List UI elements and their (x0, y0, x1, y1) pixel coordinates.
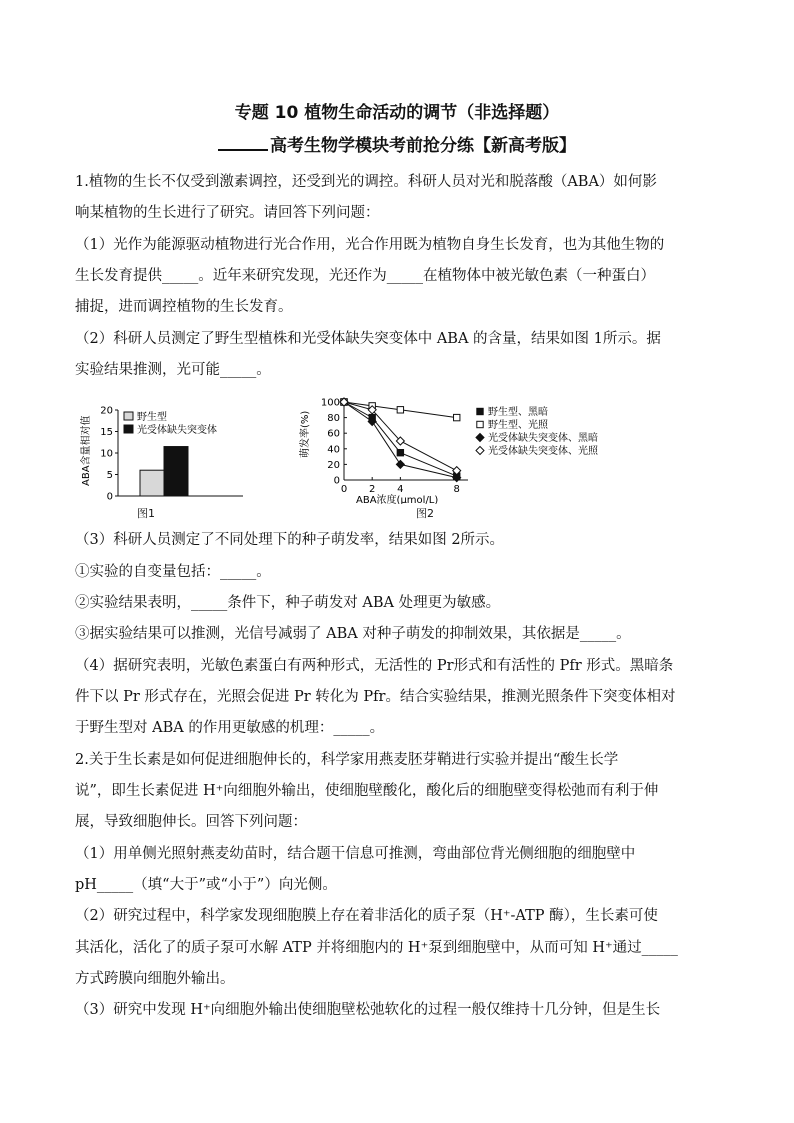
fig2-y-tick-label: 0 (333, 475, 340, 487)
fig2-legend-marker (476, 434, 484, 442)
fig2-data-point (397, 450, 403, 456)
fig2-legend-label: 光受体缺失突变体、光照 (488, 446, 598, 457)
fig2-y-tick-label: 60 (327, 428, 340, 440)
figure-2-line-chart (296, 392, 670, 504)
figure-1-bar-chart (76, 398, 256, 504)
text-line: （3）科研人员测定了不同处理下的种子萌发率，结果如图 2所示。 (75, 532, 505, 548)
text-line: （2）科研人员测定了野生型植株和光受体缺失突变体中 ABA 的含量，结果如图 1所示。据 (75, 331, 661, 347)
page-subtitle (0, 131, 794, 156)
fig1-ylabel: ABA含量相对值 (81, 415, 92, 486)
text-line: ③据实验结果可以推测，光信号减弱了 ABA 对种子萌发的抑制效果，其依据是_____。 (75, 626, 631, 642)
text-line: 方式跨膜向细胞外输出。 (75, 971, 235, 987)
text-line: 捕捉，进而调控植物的生长发育。 (75, 299, 293, 315)
text-line: （3）研究中发现 H⁺向细胞外输出使细胞壁松弛软化的过程一般仅维持十几分钟，但是生长 (75, 1002, 661, 1018)
fig2-y-tick-label: 100 (320, 397, 340, 409)
fig1-legend-swatch (124, 412, 133, 420)
text-line: 展，导致细胞伸长。回答下列问题： (75, 814, 307, 830)
fig2-data-point (454, 414, 460, 420)
text-line: 1.植物的生长不仅受到激素调控，还受到光的调控。科研人员对光和脱落酸（ABA）如何影 (75, 174, 657, 190)
figure-2-caption: 图2 (416, 507, 434, 520)
text-line: 其活化，活化了的质子泵可水解 ATP 并将细胞内的 H⁺泵到细胞壁中，从而可知 H⁺通过_____ (75, 940, 678, 956)
fig2-legend-marker (477, 421, 483, 427)
fig2-x-tick-label: 4 (397, 484, 404, 495)
fig2-legend-label: 野生型、光照 (488, 420, 548, 431)
fig1-y-tick-label: 20 (100, 405, 113, 417)
fig2-y-tick-label: 40 (327, 444, 340, 456)
text-line: （1）光作为能源驱动植物进行光合作用，光合作用既为植物自身生长发育，也为其他生物的 (75, 237, 665, 253)
text-line: pH_____（填“大于”或“小于”）向光侧。 (75, 877, 337, 893)
text-line: （2）研究过程中，科学家发现细胞膜上存在着非活化的质子泵（H⁺-ATP 酶），生长素可使 (75, 908, 658, 924)
subtitle-underline (218, 137, 268, 151)
fig1-y-tick-label: 5 (106, 470, 113, 481)
fig2-y-tick-label: 20 (327, 459, 340, 471)
text-line: 件下以 Pr 形式存在，光照会促进 Pr 转化为 Pfr。结合实验结果，推测光照条件下突变体相对 (75, 689, 676, 705)
fig2-legend-marker (476, 447, 484, 455)
text-line: ②实验结果表明，_____条件下，种子萌发对 ABA 处理更为敏感。 (75, 595, 501, 611)
fig2-xlabel: ABA浓度(μmol/L) (356, 495, 439, 504)
fig2-y-tick-label: 80 (327, 413, 340, 425)
text-line: 实验结果推测，光可能_____。 (75, 362, 271, 378)
text-line: 于野生型对 ABA 的作用更敏感的机理：_____。 (75, 720, 385, 736)
fig1-legend-label: 野生型 (137, 412, 167, 423)
fig1-y-tick-label: 10 (100, 448, 113, 460)
text-line: （4）据研究表明，光敏色素蛋白有两种形式，无活性的 Pr形式和有活性的 Pfr 形式。黑暗条 (75, 658, 674, 674)
text-line: （1）用单侧光照射燕麦幼苗时，结合题干信息可推测，弯曲部位背光侧细胞的细胞壁中 (75, 846, 636, 862)
fig2-ylabel: 萌发率(%) (300, 410, 311, 458)
text-line: ①实验的自变量包括：_____。 (75, 564, 271, 580)
fig2-legend-label: 野生型、黑暗 (488, 407, 548, 418)
fig1-y-tick-label: 15 (100, 427, 113, 438)
fig2-x-tick-label: 8 (453, 484, 460, 495)
fig1-bar (140, 470, 164, 496)
fig2-legend-label: 光受体缺失突变体、黑暗 (488, 433, 598, 444)
figure-1-caption: 图1 (137, 507, 155, 520)
fig2-legend-marker (477, 408, 483, 414)
text-line: 2.关于生长素是如何促进细胞伸长的，科学家用燕麦胚芽鞘进行实验并提出“酸生长学 (75, 752, 619, 768)
fig1-bar (164, 447, 188, 496)
fig2-x-tick-label: 2 (368, 484, 376, 495)
fig1-legend-label: 光受体缺失突变体 (137, 425, 217, 436)
fig1-y-tick-label: 0 (106, 491, 113, 503)
text-line: 响某植物的生长进行了研究。请回答下列问题： (75, 205, 380, 221)
fig1-legend-swatch (124, 425, 133, 433)
fig2-data-point (397, 407, 403, 413)
page-title: 专题 10 植物生命活动的调节（非选择题） (234, 103, 560, 123)
text-line: 说”，即生长素促进 H⁺向细胞外输出，使细胞壁酸化，酸化后的细胞壁变得松弛而有利于伸 (75, 783, 659, 799)
subtitle-text: 高考生物学模块考前抢分练【新高考版】 (270, 136, 576, 156)
fig2-x-tick-label: 0 (340, 484, 348, 495)
text-line: 生长发育提供_____。近年来研究发现，光还作为_____在植物体中被光敏色素（一种蛋白） (75, 268, 655, 284)
fig2-data-point (396, 460, 404, 468)
